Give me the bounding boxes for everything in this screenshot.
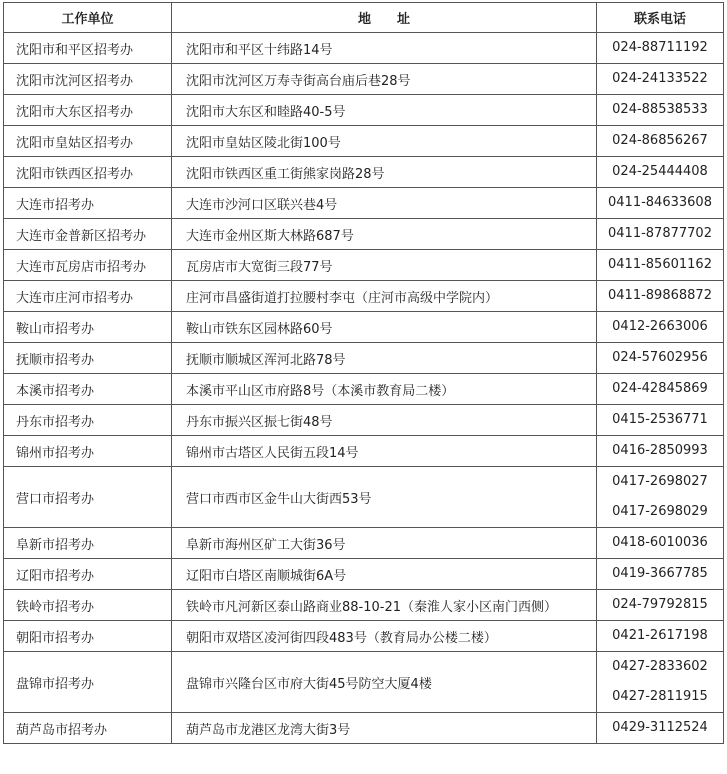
address-cell: 沈阳市铁西区重工街熊家岗路28号: [172, 157, 597, 188]
phone-number: 0411-84633608: [608, 195, 712, 210]
phone-cell: [597, 33, 724, 64]
table-row: [4, 590, 724, 621]
table-row: [4, 219, 724, 250]
table-row: [4, 528, 724, 559]
table-row: [4, 621, 724, 652]
phone-number: 024-86856267: [612, 133, 708, 148]
table-row: [4, 713, 724, 744]
phone-cell: [597, 157, 724, 188]
unit-cell: 沈阳市铁西区招考办: [4, 157, 172, 188]
address-cell: 葫芦岛市龙港区龙湾大街3号: [172, 713, 597, 744]
phone-cell: [597, 405, 724, 436]
unit-cell: 丹东市招考办: [4, 405, 172, 436]
table-row: [4, 281, 724, 312]
unit-cell: 沈阳市皇姑区招考办: [4, 126, 172, 157]
phone-cell: [597, 95, 724, 126]
phone-number: 0427-2811915: [612, 689, 708, 704]
address-cell: 丹东市振兴区振七街48号: [172, 405, 597, 436]
address-cell: 本溪市平山区市府路8号（本溪市教育局二楼）: [172, 374, 597, 405]
address-cell: 营口市西市区金牛山大街西53号: [172, 467, 597, 528]
address-cell: 阜新市海州区矿工大街36号: [172, 528, 597, 559]
address-cell: 辽阳市白塔区南顺城街6A号: [172, 559, 597, 590]
phone-number: 0411-87877702: [608, 226, 712, 241]
phone-number: 0417-2698027: [612, 474, 708, 489]
table-row: [4, 559, 724, 590]
address-cell: 盘锦市兴隆台区市府大街45号防空大厦4楼: [172, 652, 597, 713]
table-row: [4, 157, 724, 188]
phone-number: 0415-2536771: [612, 412, 708, 427]
phone-cell: [597, 188, 724, 219]
unit-cell: 大连市庄河市招考办: [4, 281, 172, 312]
phone-cell: [597, 621, 724, 652]
phone-cell: [597, 64, 724, 95]
unit-cell: 盘锦市招考办: [4, 652, 172, 713]
table-row: [4, 467, 724, 528]
unit-cell: 鞍山市招考办: [4, 312, 172, 343]
unit-cell: 营口市招考办: [4, 467, 172, 528]
header-phone: 联系电话: [597, 3, 724, 33]
phone-number: 0419-3667785: [612, 566, 708, 581]
phone-number: 0418-6010036: [612, 535, 708, 550]
unit-cell: 铁岭市招考办: [4, 590, 172, 621]
table-row: [4, 405, 724, 436]
phone-number: 024-57602956: [612, 350, 708, 365]
phone-number: 0412-2663006: [612, 319, 708, 334]
unit-cell: 大连市瓦房店市招考办: [4, 250, 172, 281]
table-row: [4, 343, 724, 374]
phone-number: 0417-2698029: [612, 504, 708, 519]
table-row: [4, 64, 724, 95]
phone-number: 0416-2850993: [612, 443, 708, 458]
unit-cell: 抚顺市招考办: [4, 343, 172, 374]
table-row: [4, 95, 724, 126]
phone-cell: [597, 559, 724, 590]
unit-cell: 沈阳市沈河区招考办: [4, 64, 172, 95]
table-row: [4, 33, 724, 64]
phone-number: 024-79792815: [612, 597, 708, 612]
phone-cell: [597, 219, 724, 250]
unit-cell: 大连市金普新区招考办: [4, 219, 172, 250]
phone-cell: [597, 436, 724, 467]
address-cell: 大连市沙河口区联兴巷4号: [172, 188, 597, 219]
header-row: [4, 3, 724, 33]
table-row: [4, 188, 724, 219]
phone-number: 0421-2617198: [612, 628, 708, 643]
unit-cell: 葫芦岛市招考办: [4, 713, 172, 744]
phone-cell: [597, 713, 724, 744]
address-cell: 瓦房店市大宽街三段77号: [172, 250, 597, 281]
address-cell: 铁岭市凡河新区泰山路商业88-10-21（秦淮人家小区南门西侧）: [172, 590, 597, 621]
address-cell: 沈阳市和平区十纬路14号: [172, 33, 597, 64]
phone-cell: [597, 652, 724, 713]
unit-cell: 锦州市招考办: [4, 436, 172, 467]
unit-cell: 大连市招考办: [4, 188, 172, 219]
phone-cell: [597, 250, 724, 281]
phone-cell: [597, 528, 724, 559]
phone-number: 0411-85601162: [608, 257, 712, 272]
table-row: [4, 436, 724, 467]
address-cell: 抚顺市顺城区浑河北路78号: [172, 343, 597, 374]
header-unit: 工作单位: [4, 3, 172, 33]
address-cell: 庄河市昌盛街道打拉腰村李屯（庄河市高级中学院内）: [172, 281, 597, 312]
table-row: [4, 312, 724, 343]
phone-cell: [597, 312, 724, 343]
address-cell: 朝阳市双塔区凌河街四段483号（教育局办公楼二楼）: [172, 621, 597, 652]
phone-number: 024-24133522: [612, 71, 708, 86]
phone-cell: [597, 590, 724, 621]
table-row: [4, 250, 724, 281]
phone-number: 0411-89868872: [608, 288, 712, 303]
address-cell: 鞍山市铁东区园林路60号: [172, 312, 597, 343]
address-cell: 锦州市古塔区人民街五段14号: [172, 436, 597, 467]
phone-number: 0427-2833602: [612, 659, 708, 674]
phone-cell: [597, 126, 724, 157]
unit-cell: 沈阳市和平区招考办: [4, 33, 172, 64]
address-cell: 沈阳市沈河区万寿寺街高台庙后巷28号: [172, 64, 597, 95]
unit-cell: 本溪市招考办: [4, 374, 172, 405]
table-row: [4, 126, 724, 157]
address-cell: 大连市金州区斯大林路687号: [172, 219, 597, 250]
address-cell: 沈阳市皇姑区陵北街100号: [172, 126, 597, 157]
phone-number: 024-42845869: [612, 381, 708, 396]
table-row: [4, 652, 724, 713]
table-row: [4, 374, 724, 405]
unit-cell: 朝阳市招考办: [4, 621, 172, 652]
phone-number: 024-88711192: [612, 40, 708, 55]
phone-number: 0429-3112524: [612, 720, 708, 735]
admissions-office-table: [3, 2, 724, 744]
phone-cell: [597, 374, 724, 405]
unit-cell: 阜新市招考办: [4, 528, 172, 559]
phone-cell: [597, 343, 724, 374]
header-address: 地 址: [172, 3, 597, 33]
phone-cell: [597, 281, 724, 312]
unit-cell: 辽阳市招考办: [4, 559, 172, 590]
unit-cell: 沈阳市大东区招考办: [4, 95, 172, 126]
phone-cell: [597, 467, 724, 528]
phone-number: 024-25444408: [612, 164, 708, 179]
address-cell: 沈阳市大东区和睦路40-5号: [172, 95, 597, 126]
phone-number: 024-88538533: [612, 102, 708, 117]
